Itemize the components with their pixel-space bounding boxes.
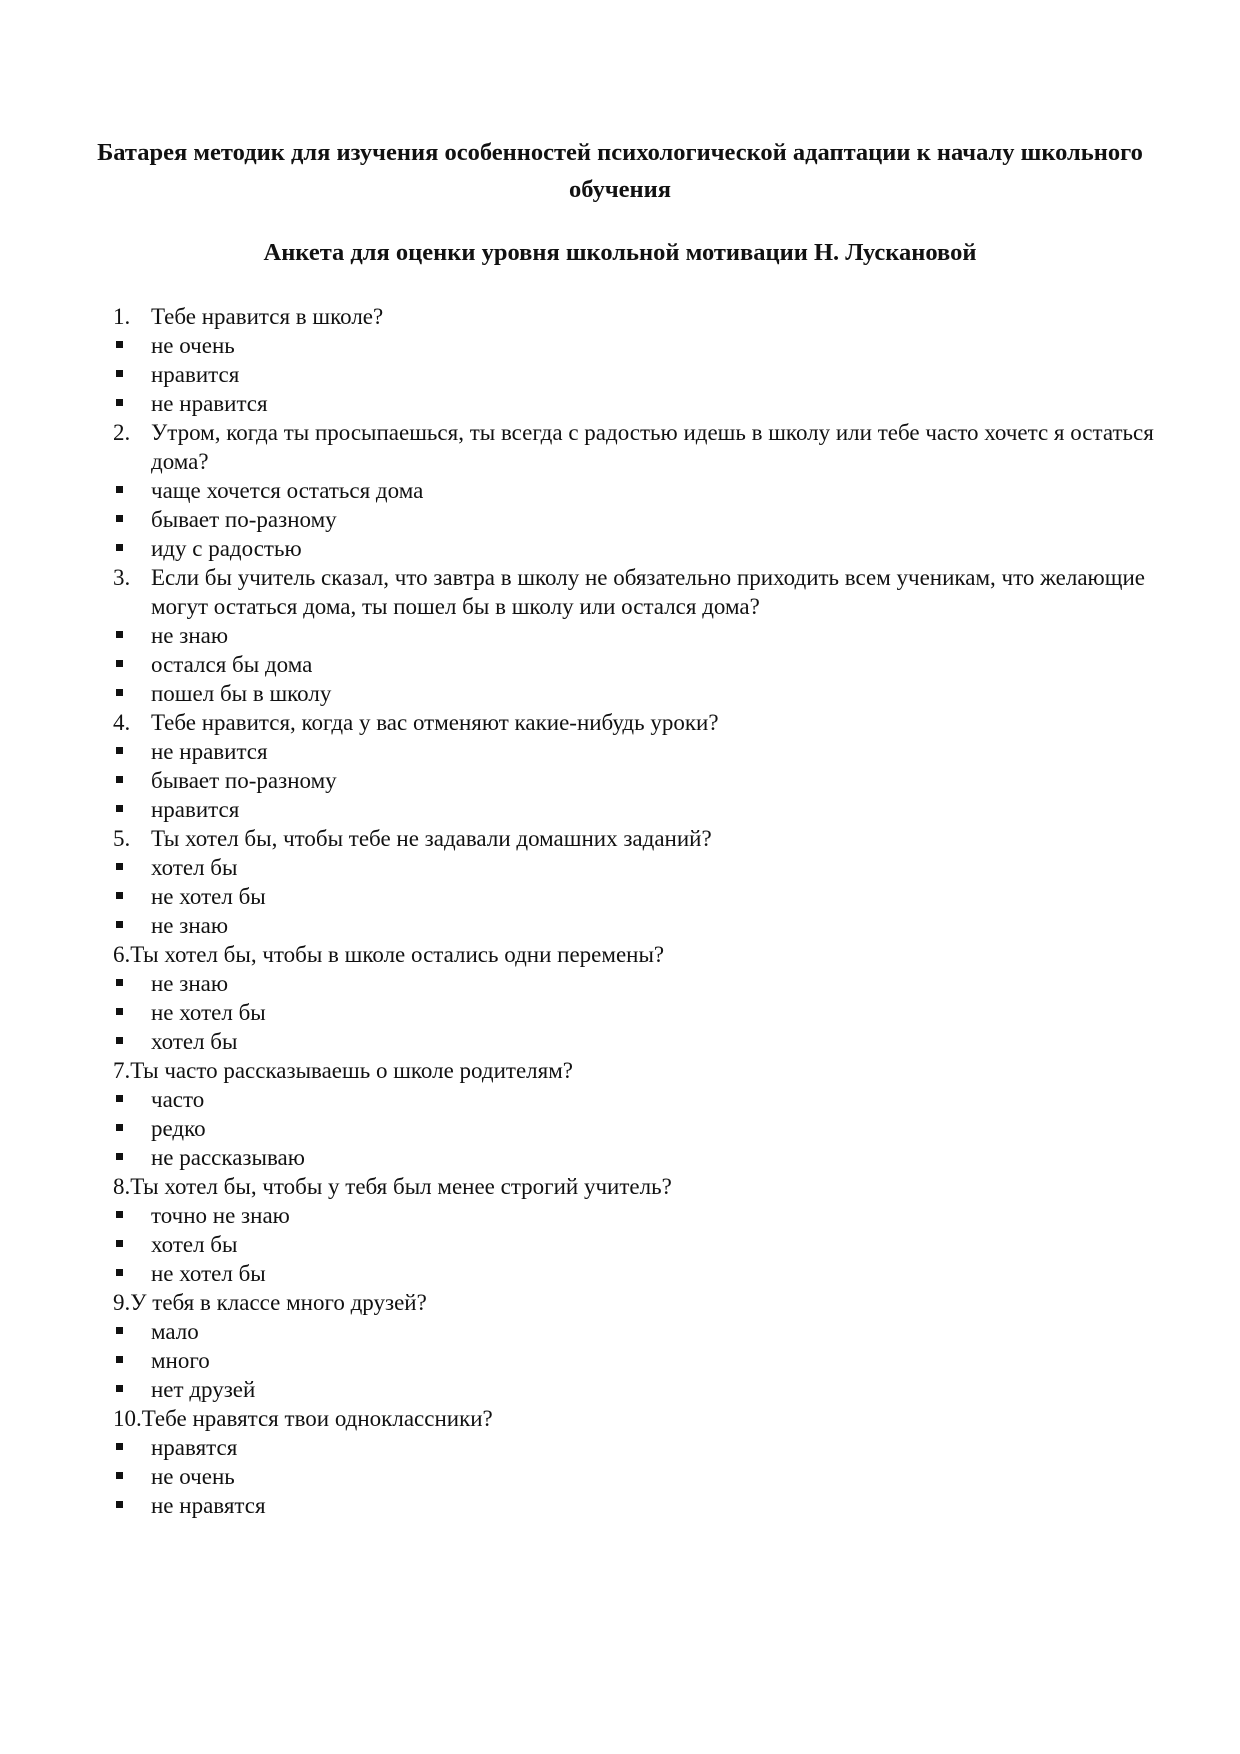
question-number: 9. [113,1290,131,1315]
answer-option-text: часто [151,1087,205,1112]
question-number: 5. [113,826,131,851]
answer-option [113,911,1163,940]
answer-option [113,1259,1163,1288]
square-bullet-icon [113,737,151,766]
question-label: Тебе нравятся твои одноклассники? [141,1406,493,1431]
square-bullet-icon [113,1027,151,1056]
question-label: Ты часто рассказываешь о школе родителям? [130,1058,573,1083]
question-text: Ты хотел бы, чтобы тебе не задавали домашних заданий? [151,826,712,851]
answer-option-text: не хотел бы [151,1000,266,1025]
answer-option-text: нравятся [151,1435,238,1460]
answer-option [113,505,1163,534]
question-1 [113,302,1163,331]
question-text [113,1404,1163,1433]
answer-option-text: нравится [151,362,240,387]
question-text: Утром, когда ты просыпаешься, ты всегда с радостью идешь в школу или тебе часто хочетс я остаться дома? [151,420,1154,474]
square-bullet-icon [113,882,151,911]
square-bullet-icon [113,679,151,708]
answer-option [113,1346,1163,1375]
square-bullet-icon [113,1375,151,1404]
question-text: Тебе нравится в школе? [151,304,384,329]
answer-option [113,679,1163,708]
answer-option [113,331,1163,360]
answer-option [113,650,1163,679]
document-title: Батарея методик для изучения особенностей психологической адаптации к началу школьного обучения [97,139,1143,203]
answer-option-text: мало [151,1319,199,1344]
question-9 [113,1288,1163,1317]
answer-option-text: остался бы дома [151,652,313,677]
square-bullet-icon [113,1491,151,1520]
square-bullet-icon [113,1259,151,1288]
answer-option-text: не хотел бы [151,1261,266,1286]
square-bullet-icon [113,650,151,679]
answer-option-text: точно не знаю [151,1203,290,1228]
square-bullet-icon [113,969,151,998]
square-bullet-icon [113,1114,151,1143]
question-number: 3. [113,565,131,590]
answer-option [113,1491,1163,1520]
square-bullet-icon [113,621,151,650]
answer-option [113,998,1163,1027]
question-6 [113,940,1163,969]
question-5 [113,824,1163,853]
square-bullet-icon [113,1143,151,1172]
answer-option [113,1027,1163,1056]
answer-option [113,1201,1163,1230]
answer-option [113,1462,1163,1491]
square-bullet-icon [113,1462,151,1491]
answer-option [113,1085,1163,1114]
answer-option [113,1433,1163,1462]
answer-option-text: нет друзей [151,1377,256,1402]
square-bullet-icon [113,853,151,882]
square-bullet-icon [113,389,151,418]
question-text: Если бы учитель сказал, что завтра в школу не обязательно приходить всем ученикам, что желающие могут остаться дома, ты пошел бы в школу или остался дома? [151,565,1145,619]
square-bullet-icon [113,766,151,795]
answer-option-text: хотел бы [151,1232,238,1257]
question-number: 4. [113,710,131,735]
answer-option [113,1143,1163,1172]
answer-option-text: редко [151,1116,206,1141]
answer-option-text: не очень [151,1464,235,1489]
answer-option-text: не знаю [151,913,229,938]
question-number: 1. [113,304,131,329]
question-4 [113,708,1163,737]
answer-option [113,534,1163,563]
question-text [113,1288,1163,1317]
question-number: 6. [113,942,131,967]
question-label: У тебя в классе много друзей? [130,1290,427,1315]
square-bullet-icon [113,331,151,360]
square-bullet-icon [113,911,151,940]
question-label: Ты хотел бы, чтобы у тебя был менее строгий учитель? [130,1174,672,1199]
square-bullet-icon [113,534,151,563]
answer-option-text: не знаю [151,623,229,648]
square-bullet-icon [113,1230,151,1259]
answer-option [113,1230,1163,1259]
answer-option-text: пошел бы в школу [151,681,332,706]
question-10 [113,1404,1163,1433]
square-bullet-icon [113,1201,151,1230]
answer-option [113,476,1163,505]
question-3 [113,563,1163,621]
question-8 [113,1172,1163,1201]
square-bullet-icon [113,476,151,505]
answer-option [113,795,1163,824]
question-number: 10. [113,1406,142,1431]
answer-option [113,360,1163,389]
question-list [113,302,1163,1520]
questionnaire-title: Анкета для оценки уровня школьной мотивации Н. Лускановой [263,239,977,266]
square-bullet-icon [113,360,151,389]
answer-option [113,1317,1163,1346]
question-text: Тебе нравится, когда у вас отменяют какие-нибудь уроки? [151,710,719,735]
answer-option-text: не нравится [151,391,268,416]
question-7 [113,1056,1163,1085]
answer-option-text: не хотел бы [151,884,266,909]
answer-option-text: хотел бы [151,1029,238,1054]
answer-option [113,389,1163,418]
answer-option-text: не рассказываю [151,1145,305,1170]
answer-option-text: нравится [151,797,240,822]
square-bullet-icon [113,1346,151,1375]
question-2 [113,418,1163,476]
question-number: 7. [113,1058,131,1083]
answer-option [113,1114,1163,1143]
answer-option-text: чаще хочется остаться дома [151,478,424,503]
square-bullet-icon [113,795,151,824]
answer-option-text: не очень [151,333,235,358]
answer-option-text: бывает по-разному [151,507,337,532]
answer-option [113,1375,1163,1404]
square-bullet-icon [113,1085,151,1114]
answer-option [113,766,1163,795]
question-text [113,940,1163,969]
question-text [113,1172,1163,1201]
answer-option-text: не нравится [151,739,268,764]
square-bullet-icon [113,1317,151,1346]
square-bullet-icon [113,1433,151,1462]
question-label: Ты хотел бы, чтобы в школе остались одни перемены? [130,942,665,967]
square-bullet-icon [113,998,151,1027]
answer-option-text: хотел бы [151,855,238,880]
answer-option-text: не знаю [151,971,229,996]
answer-option [113,853,1163,882]
answer-option-text: не нравятся [151,1493,266,1518]
question-text [113,1056,1163,1085]
question-number: 8. [113,1174,131,1199]
answer-option [113,969,1163,998]
answer-option [113,737,1163,766]
answer-option-text: бывает по-разному [151,768,337,793]
answer-option-text: много [151,1348,210,1373]
square-bullet-icon [113,505,151,534]
answer-option-text: иду с радостью [151,536,302,561]
answer-option [113,882,1163,911]
question-number: 2. [113,420,131,445]
answer-option [113,621,1163,650]
